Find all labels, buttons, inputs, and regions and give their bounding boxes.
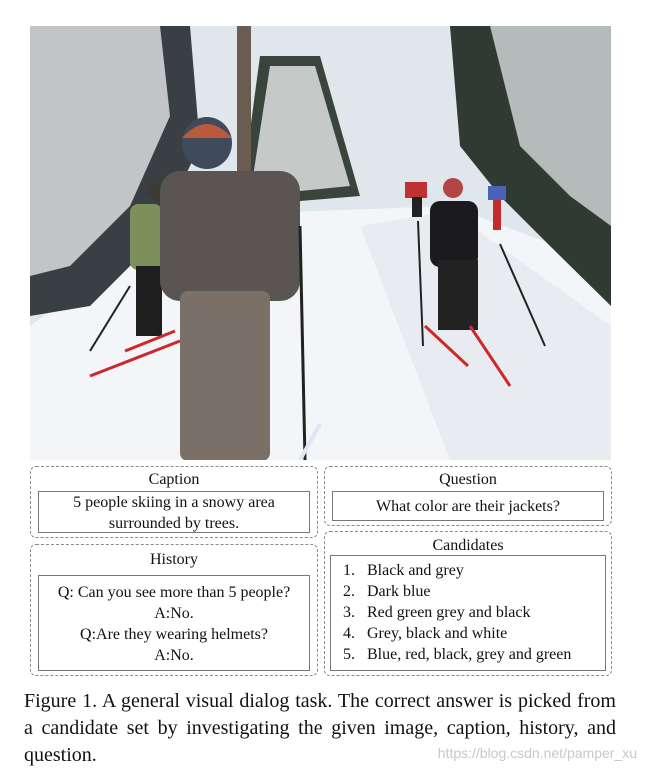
candidates-panel xyxy=(324,531,612,676)
candidate-item: 3. Red green grey and black xyxy=(343,604,531,621)
figure-caption: Figure 1. A general visual dialog task. The correct answer is picked from a candidate set by investigating the given image, caption, history, and question. xyxy=(24,690,616,766)
question-panel xyxy=(324,466,612,526)
history-line: Q:Are they wearing helmets? xyxy=(80,626,268,643)
candidate-item: 1. Black and grey xyxy=(343,562,464,579)
candidates-title: Candidates xyxy=(432,537,504,554)
history-line: Q: Can you see more than 5 people? xyxy=(57,584,291,601)
history-panel xyxy=(30,544,318,676)
history-line: A:No. xyxy=(154,647,194,664)
question-text: What color are their jackets? xyxy=(376,498,560,515)
candidates-box xyxy=(330,555,606,671)
candidate-item: 5. Blue, red, black, grey and green xyxy=(343,646,572,663)
history-line: A:No. xyxy=(154,605,194,622)
history-box xyxy=(38,575,310,671)
caption-box xyxy=(38,491,310,533)
candidate-item: 4. Grey, black and white xyxy=(343,625,508,642)
question-box xyxy=(332,491,604,521)
candidate-item: 2. Dark blue xyxy=(343,583,431,600)
caption-line: surrounded by trees. xyxy=(108,515,240,532)
figure-photo xyxy=(30,26,611,460)
watermark: https://blog.csdn.net/pamper_xu xyxy=(437,745,637,761)
question-title: Question xyxy=(439,471,497,488)
caption-line: 5 people skiing in a snowy area xyxy=(73,494,275,511)
caption-panel xyxy=(30,466,318,538)
history-title: History xyxy=(150,551,198,568)
caption-title: Caption xyxy=(148,471,200,488)
